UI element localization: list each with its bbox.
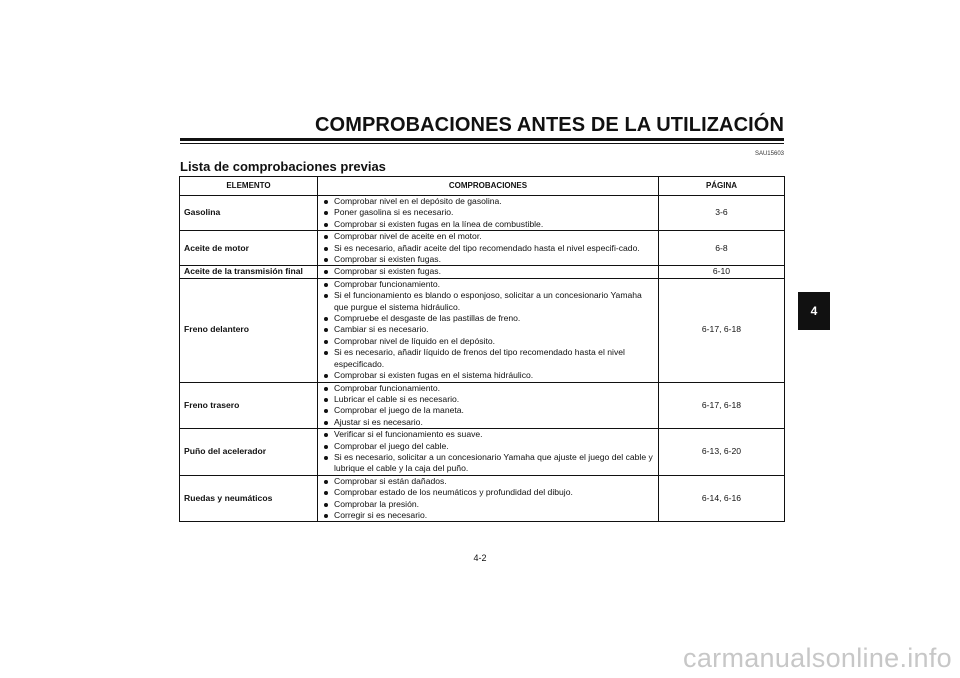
element-cell: Freno trasero [180,382,318,429]
check-item: Cambiar si es necesario. [322,324,654,335]
checks-cell [318,475,659,522]
check-item: Lubricar el cable si es necesario. [322,394,654,405]
check-item: Comprobar funcionamiento. [322,383,654,394]
page-cell: 6-17, 6-18 [659,278,785,382]
check-item: Si es necesario, solicitar a un concesionario Yamaha que ajuste el juego del cable y lubrique el cable y la caja del puño. [322,452,654,475]
table-header-row [180,177,785,196]
check-item: Verificar si el funcionamiento es suave. [322,429,654,440]
checks-cell [318,278,659,382]
check-list [322,429,654,475]
section-title: Lista de comprobaciones previas [180,159,386,174]
page-number: 4-2 [473,553,487,563]
table-row [180,231,785,266]
check-list [322,383,654,429]
checklist-table [179,176,785,522]
check-list [322,476,654,522]
page-cell: 6-10 [659,266,785,278]
watermark[interactable]: carmanualsonline.info [683,643,952,673]
page-cell: 6-8 [659,231,785,266]
table-row [180,382,785,429]
check-item: Ajustar si es necesario. [322,417,654,428]
document-code: SAU15603 [754,151,784,157]
element-cell: Aceite de motor [180,231,318,266]
check-item: Comprobar nivel en el depósito de gasolina. [322,196,654,207]
chapter-tab: 4 [798,292,830,330]
check-item: Comprobar si existen fugas. [322,254,654,265]
check-list [322,266,654,277]
column-header-element: ELEMENTO [180,177,318,196]
check-item: Comprobar si existen fugas en la línea de combustible. [322,219,654,230]
check-list [322,196,654,230]
page-cell: 3-6 [659,196,785,231]
check-item: Comprobar el juego del cable. [322,441,654,452]
element-cell: Puño del acelerador [180,429,318,476]
element-cell: Gasolina [180,196,318,231]
page-cell: 6-17, 6-18 [659,382,785,429]
check-item: Comprobar la presión. [322,499,654,510]
check-item: Compruebe el desgaste de las pastillas de freno. [322,313,654,324]
checks-cell [318,266,659,278]
title-rule-thick [180,138,784,141]
check-item: Comprobar si están dañados. [322,476,654,487]
table-row [180,429,785,476]
table-row [180,475,785,522]
checks-cell [318,196,659,231]
column-header-checks: COMPROBACIONES [318,177,659,196]
check-item: Comprobar estado de los neumáticos y profundidad del dibujo. [322,487,654,498]
checks-cell [318,382,659,429]
check-item: Poner gasolina si es necesario. [322,207,654,218]
table-body [180,196,785,522]
chapter-title: COMPROBACIONES ANTES DE LA UTILIZACIÓN [315,114,784,136]
check-item: Comprobar el juego de la maneta. [322,405,654,416]
element-cell: Freno delantero [180,278,318,382]
page-cell: 6-14, 6-16 [659,475,785,522]
check-item: Comprobar funcionamiento. [322,279,654,290]
check-list [322,231,654,265]
check-item: Corregir si es necesario. [322,510,654,521]
check-list [322,279,654,382]
column-header-page: PÁGINA [659,177,785,196]
check-item: Si el funcionamiento es blando o esponjoso, solicitar a un concesionario Yamaha que purgue el sistema hidráulico. [322,290,654,313]
title-rule-thin [180,143,784,144]
table-row [180,278,785,382]
check-item: Comprobar si existen fugas en el sistema hidráulico. [322,370,654,381]
table-row [180,196,785,231]
checks-cell [318,231,659,266]
checks-cell [318,429,659,476]
check-item: Si es necesario, añadir líquido de frenos del tipo recomendado hasta el nivel especificado. [322,347,654,370]
element-cell: Aceite de la transmisión final [180,266,318,278]
check-item: Comprobar nivel de líquido en el depósito. [322,336,654,347]
check-item: Si es necesario, añadir aceite del tipo recomendado hasta el nivel especifi-cado. [322,243,654,254]
check-item: Comprobar si existen fugas. [322,266,654,277]
page-cell: 6-13, 6-20 [659,429,785,476]
check-item: Comprobar nivel de aceite en el motor. [322,231,654,242]
element-cell: Ruedas y neumáticos [180,475,318,522]
table-row [180,266,785,278]
